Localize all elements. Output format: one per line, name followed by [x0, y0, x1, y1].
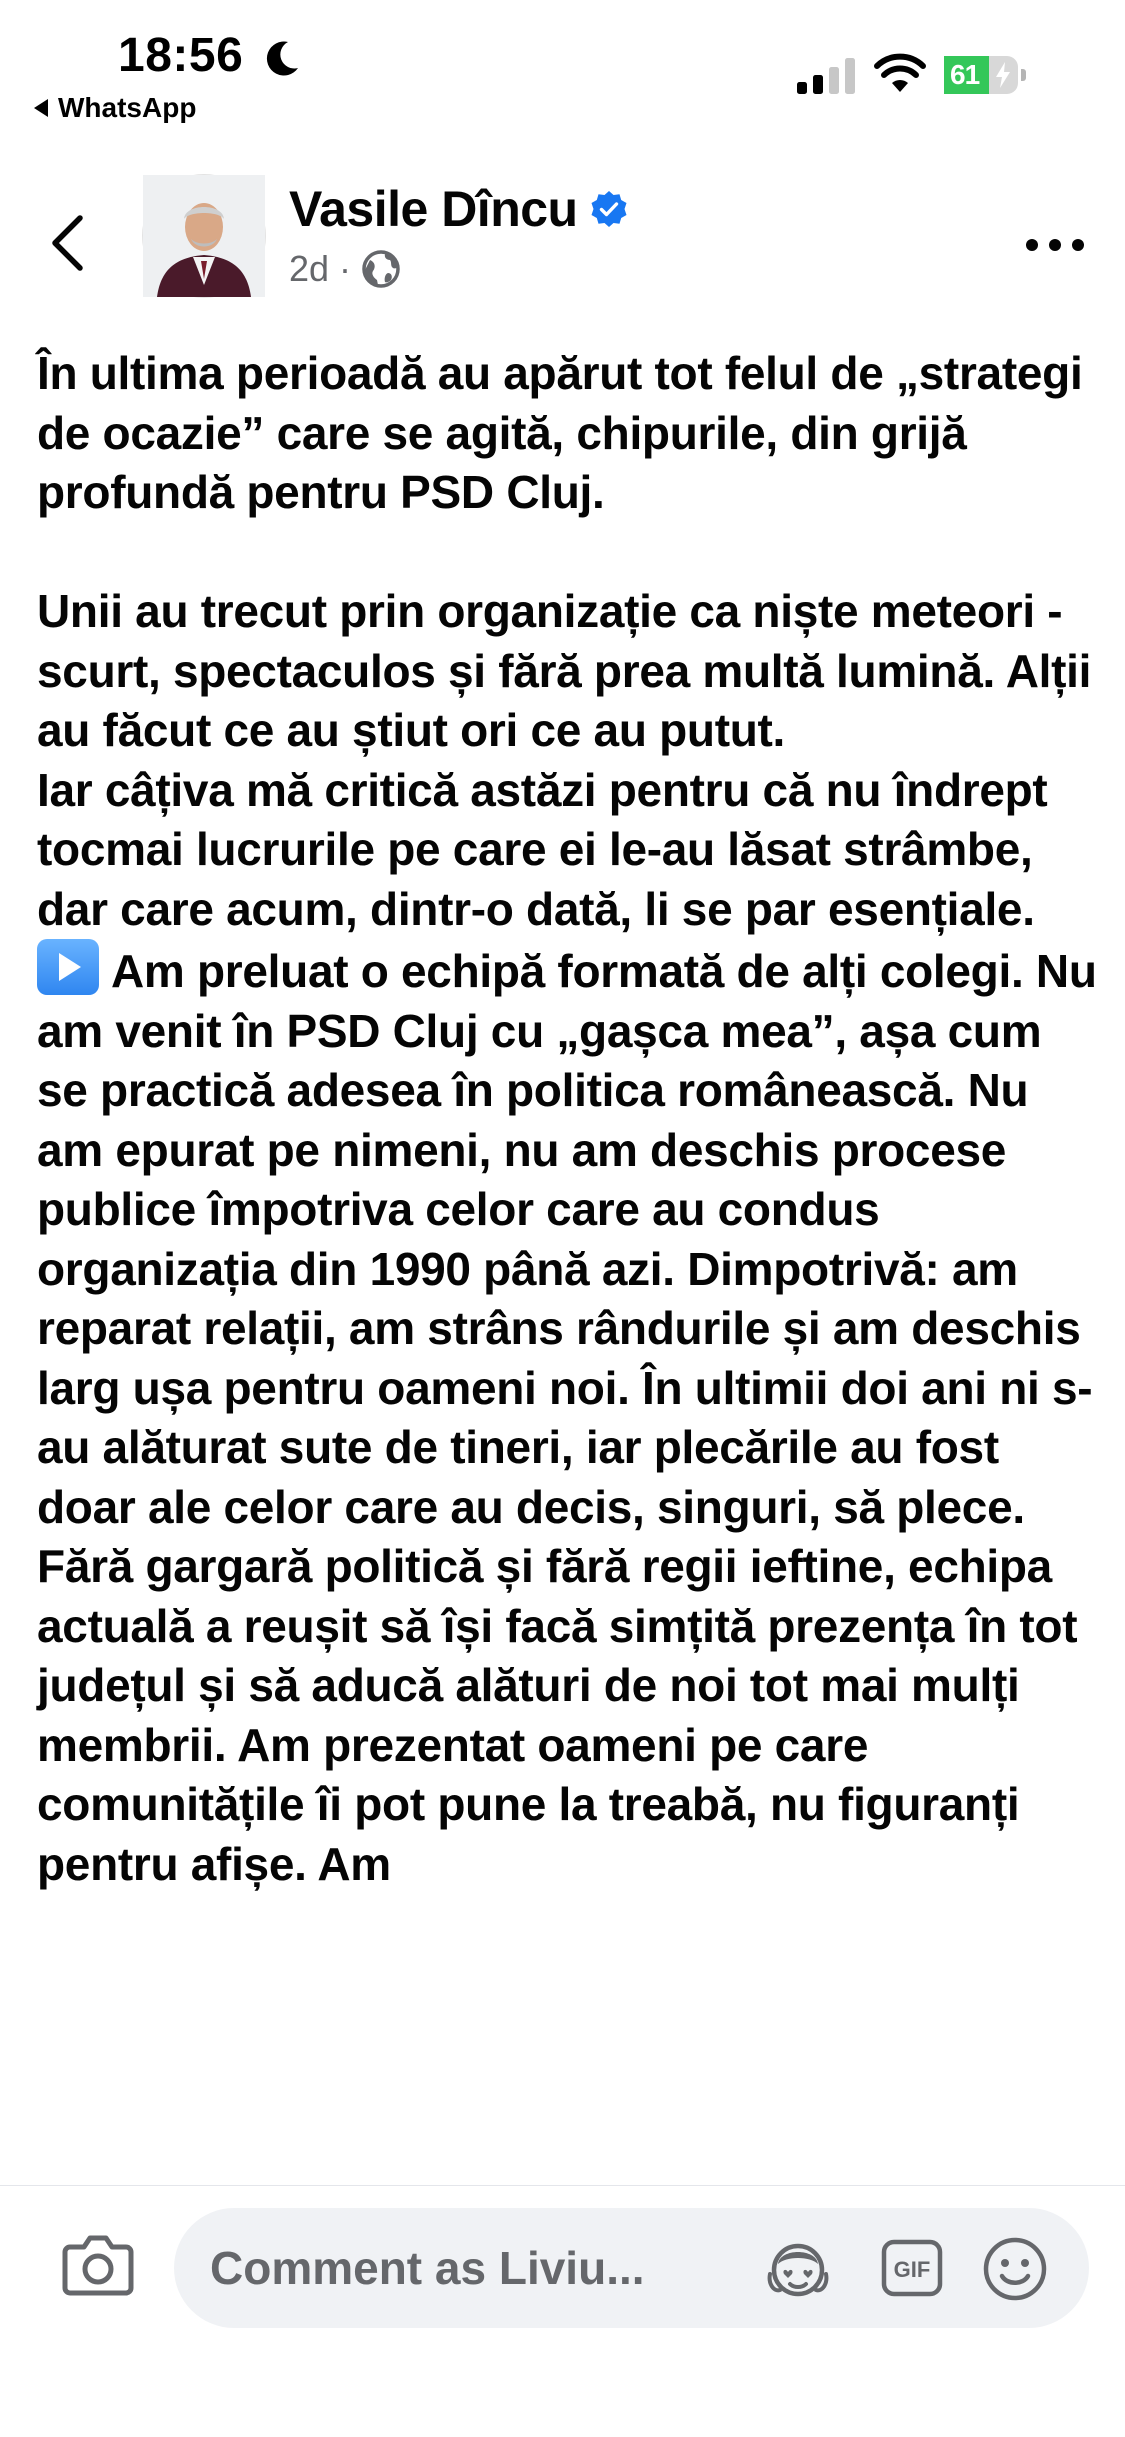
gif-icon[interactable] — [880, 2238, 944, 2298]
moon-icon — [262, 38, 302, 78]
globe-icon — [361, 249, 401, 289]
battery-cap — [1021, 69, 1026, 81]
post-meta — [289, 248, 401, 290]
avatar-photo — [143, 175, 265, 297]
charging-bolt-icon — [994, 62, 1012, 88]
post-paragraph-text: Am preluat o echipă formată de alți colegi. Nu am venit în PSD Cluj cu „gașca mea”, așa cum se practică adesea în politica românească. Nu am epurat pe nimeni, nu am deschis procese publice împotriva celor care au condus organizația din 1990 până azi. Dimpotrivă: am reparat relații, am strâns rândurile și am deschis larg ușa pentru oameni noi. În ultimii doi ani ni s-au alăturat sute de tineri, iar plecările au fost doar ale celor care au decis, singuri, să plece. — [37, 945, 1110, 1533]
back-to-app-button[interactable] — [32, 92, 196, 124]
back-button[interactable] — [40, 208, 94, 278]
battery-level: 61 — [950, 59, 980, 90]
post-paragraph: Unii au trecut prin organizație ca niște meteori - scurt, spectaculos și fără prea multă lumină. Alții au făcut ce au știut ori ce au putut. — [37, 585, 1104, 756]
camera-icon[interactable] — [62, 2231, 134, 2297]
meta-separator: · — [339, 248, 352, 289]
more-dots-icon — [1025, 238, 1085, 252]
post-header — [0, 160, 1125, 320]
post-paragraph: În ultima perioadă au apărut tot felul de „strategi de ocazie” care se agită, chipurile, din grijă profundă pentru PSD Cluj. — [37, 347, 1095, 518]
verified-badge-icon — [590, 190, 628, 228]
status-bar — [0, 0, 1125, 135]
chevron-left-icon — [50, 214, 84, 272]
author-name[interactable]: Vasile Dîncu — [289, 181, 578, 237]
post-age[interactable]: 2d — [289, 248, 330, 289]
author-avatar[interactable] — [143, 175, 265, 297]
gif-label: GIF — [893, 2257, 931, 2282]
post-paragraph-with-emoji — [37, 939, 1110, 1537]
post-paragraph: Fără gargară politică și fără regii ieftine, echipa actuală a reușit să își facă simțită prezența în tot județul și să aducă alături de noi tot mai mulți membrii. Am prezentat oameni pe care comunitățile îi pot pune la treabă, nu figuranți pentru afișe. Am — [37, 1540, 1090, 1890]
post-paragraph: Iar câțiva mă critică astăzi pentru că nu îndrept tocmai lucrurile pe care ei le-au lăsat strâmbe, dar care acum, dintr-o dată, li se par esențiale. — [37, 763, 1060, 935]
comment-input[interactable] — [210, 2208, 730, 2328]
status-time: 18:56 — [118, 29, 244, 82]
comment-input-container[interactable] — [174, 2208, 1089, 2328]
comment-bar — [0, 2185, 1125, 2437]
cellular-signal-icon — [797, 58, 857, 94]
battery-body — [944, 56, 1018, 94]
more-options-button[interactable] — [1010, 220, 1100, 270]
smiley-icon[interactable] — [982, 2236, 1048, 2302]
back-app-label: WhatsApp — [58, 92, 197, 123]
post-body — [37, 344, 1110, 2184]
back-triangle-icon — [32, 98, 50, 118]
play-button-emoji — [37, 939, 99, 995]
author-row — [289, 180, 628, 238]
battery-indicator — [944, 56, 1026, 94]
wifi-icon — [874, 54, 926, 94]
avatar-sticker-icon[interactable] — [766, 2238, 830, 2298]
paragraph-spacer — [37, 523, 1097, 583]
